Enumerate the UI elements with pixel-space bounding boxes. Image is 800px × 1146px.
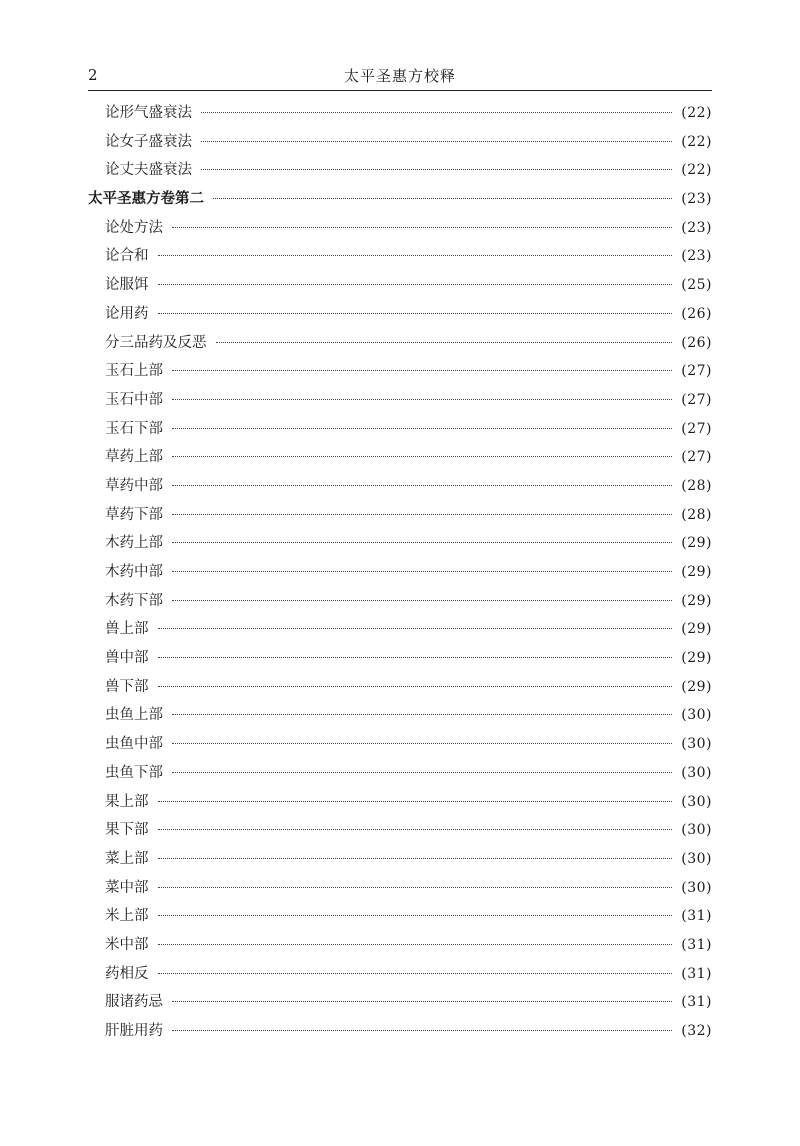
dot-leader	[158, 915, 673, 916]
toc-entry-title: 草药中部	[105, 477, 163, 494]
toc-entry	[88, 933, 712, 962]
dot-leader	[172, 399, 672, 400]
toc-entry-page: (31)	[681, 994, 712, 1011]
toc-entry-title: 木药上部	[105, 535, 163, 552]
toc-entry-title: 草药上部	[105, 449, 163, 466]
dot-leader	[216, 342, 673, 343]
toc-entry	[88, 761, 712, 790]
toc-entry-title: 论丈夫盛衰法	[105, 162, 192, 179]
toc-entry-page: (25)	[681, 277, 712, 294]
toc-entry-title: 论女子盛衰法	[105, 133, 192, 150]
dot-leader	[172, 428, 672, 429]
toc-entry-title: 论处方法	[105, 219, 163, 236]
toc-entry-title: 论合和	[105, 248, 149, 265]
toc-entry-title: 玉石中部	[105, 391, 163, 408]
toc-entry-page: (30)	[681, 793, 712, 810]
table-of-contents	[88, 101, 712, 1048]
toc-entry	[88, 904, 712, 933]
toc-entry-page: (30)	[681, 879, 712, 896]
toc-entry-page: (29)	[681, 592, 712, 609]
dot-leader	[158, 973, 673, 974]
dot-leader	[172, 227, 672, 228]
toc-entry-page: (30)	[681, 736, 712, 753]
toc-entry-page: (30)	[681, 764, 712, 781]
toc-entry-title: 木药下部	[105, 592, 163, 609]
dot-leader	[172, 571, 672, 572]
dot-leader	[172, 772, 672, 773]
toc-entry-title: 果上部	[105, 793, 149, 810]
dot-leader	[172, 456, 672, 457]
dot-leader	[172, 1030, 672, 1031]
toc-entry-page: (31)	[681, 965, 712, 982]
toc-entry-page: (27)	[681, 449, 712, 466]
toc-entry-page: (27)	[681, 420, 712, 437]
toc-entry	[88, 703, 712, 732]
toc-entry-title: 米中部	[105, 936, 149, 953]
toc-entry	[88, 675, 712, 704]
toc-entry-page: (30)	[681, 850, 712, 867]
toc-entry	[88, 388, 712, 417]
toc-entry-page: (29)	[681, 621, 712, 638]
toc-entry-title: 论服饵	[105, 277, 149, 294]
dot-leader	[158, 657, 673, 658]
toc-entry-title: 米上部	[105, 908, 149, 925]
toc-entry-page: (22)	[681, 133, 712, 150]
dot-leader	[172, 600, 672, 601]
toc-entry	[88, 790, 712, 819]
toc-entry-title: 菜上部	[105, 850, 149, 867]
dot-leader	[172, 542, 672, 543]
toc-entry	[88, 273, 712, 302]
toc-entry	[88, 244, 712, 273]
toc-entry	[88, 560, 712, 589]
toc-entry	[88, 990, 712, 1019]
dot-leader	[158, 284, 673, 285]
toc-entry-title: 玉石上部	[105, 363, 163, 380]
toc-entry-page: (29)	[681, 564, 712, 580]
dot-leader	[158, 944, 673, 945]
page-number: 2	[88, 66, 98, 84]
dot-leader	[213, 198, 672, 199]
toc-entry	[88, 302, 712, 331]
toc-entry-title: 菜中部	[105, 879, 149, 896]
page-header	[88, 62, 712, 91]
toc-entry-title: 木药中部	[105, 564, 163, 580]
toc-entry-page: (31)	[681, 936, 712, 953]
toc-entry	[88, 1019, 712, 1048]
toc-entry-page: (23)	[681, 219, 712, 236]
dot-leader	[158, 829, 673, 830]
toc-entry-title: 草药下部	[105, 506, 163, 523]
toc-entry-page: (29)	[681, 678, 712, 695]
toc-entry-title: 肝脏用药	[105, 1023, 163, 1039]
toc-entry-page: (27)	[681, 391, 712, 408]
toc-entry	[88, 876, 712, 905]
toc-entry	[88, 158, 712, 187]
dot-leader	[201, 112, 672, 113]
toc-entry	[88, 130, 712, 159]
toc-entry-title: 服诸药忌	[105, 994, 163, 1011]
toc-entry-page: (22)	[681, 162, 712, 179]
toc-entry-page: (29)	[681, 650, 712, 667]
toc-chapter-entry	[88, 187, 712, 216]
toc-entry-page: (30)	[681, 822, 712, 839]
toc-entry-page: (32)	[681, 1023, 712, 1039]
dot-leader	[158, 686, 673, 687]
dot-leader	[172, 714, 672, 715]
toc-entry	[88, 531, 712, 560]
toc-entry-title: 虫鱼下部	[105, 764, 163, 781]
toc-entry-title: 兽中部	[105, 650, 149, 667]
toc-entry-page: (28)	[681, 506, 712, 523]
toc-entry-title: 虫鱼上部	[105, 707, 163, 724]
toc-entry-title: 玉石下部	[105, 420, 163, 437]
toc-entry-page: (31)	[681, 908, 712, 925]
toc-entry-page: (26)	[681, 334, 712, 351]
running-title: 太平圣惠方校释	[343, 67, 456, 85]
dot-leader	[172, 743, 672, 744]
dot-leader	[172, 370, 672, 371]
toc-entry	[88, 101, 712, 130]
toc-entry	[88, 216, 712, 245]
toc-entry-page: (27)	[681, 363, 712, 380]
toc-entry	[88, 847, 712, 876]
toc-entry-page: (29)	[681, 535, 712, 552]
toc-entry	[88, 445, 712, 474]
toc-entry	[88, 818, 712, 847]
toc-entry	[88, 503, 712, 532]
toc-entry-page: (22)	[681, 105, 712, 121]
toc-entry-title: 论形气盛衰法	[105, 105, 192, 121]
toc-entry-title: 太平圣惠方卷第二	[88, 191, 204, 208]
toc-entry	[88, 646, 712, 675]
toc-entry-page: (23)	[681, 191, 712, 208]
toc-entry	[88, 732, 712, 761]
dot-leader	[158, 255, 673, 256]
dot-leader	[158, 313, 673, 314]
toc-entry-title: 兽下部	[105, 678, 149, 695]
toc-entry-page: (30)	[681, 707, 712, 724]
toc-entry	[88, 589, 712, 618]
dot-leader	[158, 801, 673, 802]
dot-leader	[158, 858, 673, 859]
dot-leader	[158, 628, 673, 629]
toc-entry-title: 论用药	[105, 305, 149, 322]
dot-leader	[172, 514, 672, 515]
toc-entry	[88, 962, 712, 991]
toc-entry-page: (23)	[681, 248, 712, 265]
toc-entry	[88, 617, 712, 646]
toc-entry-page: (26)	[681, 305, 712, 322]
dot-leader	[172, 1001, 672, 1002]
toc-entry-title: 虫鱼中部	[105, 736, 163, 753]
toc-entry-title: 果下部	[105, 822, 149, 839]
toc-entry-title: 兽上部	[105, 621, 149, 638]
toc-entry	[88, 359, 712, 388]
toc-entry	[88, 331, 712, 360]
toc-entry	[88, 417, 712, 446]
toc-entry-page: (28)	[681, 477, 712, 494]
dot-leader	[158, 887, 673, 888]
toc-entry-title: 分三品药及反恶	[105, 334, 207, 351]
dot-leader	[201, 169, 672, 170]
dot-leader	[201, 141, 672, 142]
dot-leader	[172, 485, 672, 486]
toc-entry	[88, 474, 712, 503]
toc-entry-title: 药相反	[105, 965, 149, 982]
